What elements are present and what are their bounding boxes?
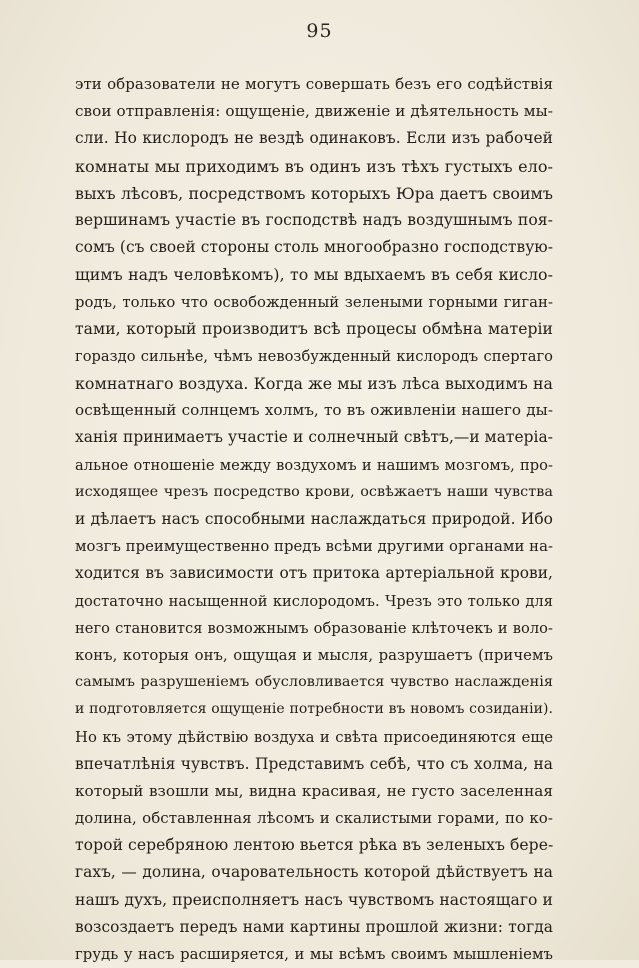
text-line: исходящее чрезъ посредство крови, освѣжаетъ наши чувства [75,483,553,500]
text-line: ханія принимаетъ участіе и солнечный свѣтъ,—и матеріа- [75,428,553,447]
text-line: гораздо сильнѣе, чѣмъ невозбужденный кислородъ спертаго [75,347,553,365]
text-line: щимъ надъ человѣкомъ), то мы вдыхаемъ въ себя кисло- [75,265,553,285]
text-line: вершинамъ участіе въ господствѣ надъ воздушнымъ поя- [75,210,553,229]
text-line: достаточно насыщенной кислородомъ. Чрезъ это только для [75,592,553,610]
text-line: родъ, только что освобожденный зелеными горными гиган- [75,293,553,311]
text-line: грудь у насъ расширяется, и мы всѣмъ своимъ мышленіемъ [75,946,553,963]
text-line: самымъ разрушеніемъ обусловливается чувство наслажденія [75,674,553,691]
text-line: Но къ этому дѣйствію воздуха и свѣта присоединяются еще [75,728,553,746]
text-line: мозгъ преимущественно предъ всѣми другими органами на- [75,538,553,556]
text-line: сли. Но кислородъ не вездѣ одинаковъ. Если изъ рабочей [75,129,553,148]
text-line: и дѣлаетъ насъ способными наслаждаться природой. Ибо [75,510,553,528]
text-line: альное отношеніе между воздухомъ и нашимъ мозгомъ, про- [75,456,553,474]
text-line: торой серебряною лентою вьется рѣка въ зеленыхъ бере- [75,836,553,855]
text-line: тами, который производитъ всѣ процесы обмѣна матеріи [75,319,553,338]
text-line: сомъ (съ своей стороны столь многообразно господствую- [75,238,553,257]
body-text [75,71,553,968]
text-line: конъ, которыя онъ, ощущая и мысля, разрушаетъ (причемъ [75,646,553,664]
text-line: нашъ духъ, преисполняетъ насъ чувствомъ настоящаго и [75,890,553,909]
text-line: эти образователи не могутъ совершать безъ его содѣйствія [75,75,553,93]
text-line: него становится возможнымъ образованіе клѣточекъ и воло- [75,619,553,637]
text-line: комнатнаго воздуха. Когда же мы изъ лѣса выходимъ на [75,374,553,394]
text-line: ходится въ зависимости отъ притока артеріальной крови, [75,564,553,583]
text-line: гахъ, — долина, очаровательность которой дѣйствуетъ на [75,863,553,882]
text-line: долина, обставленная лѣсомъ и скалистыми горами, по ко- [75,809,553,828]
text-line: возсоздаетъ передъ нами картины прошлой жизни: тогда [75,917,553,936]
text-line: который взошли мы, видна красивая, не густо заселенная [75,781,553,800]
page-number: 95 [306,20,333,42]
text-line: комнаты мы приходимъ въ одинъ изъ тѣхъ густыхъ ело- [75,156,553,176]
text-line: впечатлѣнія чувствъ. Представимъ себѣ, что съ холма, на [75,754,553,773]
text-line: выхъ лѣсовъ, посредствомъ которыхъ Юра даетъ своимъ [75,183,553,203]
text-line: свои отправленія: ощущеніе, движеніе и дѣятельность мы- [75,102,553,121]
text-line: и подготовляется ощущеніе потребности въ новомъ созиданіи). [75,701,553,718]
text-line: освѣщенный солнцемъ холмъ, то въ оживленіи нашего ды- [75,401,553,420]
